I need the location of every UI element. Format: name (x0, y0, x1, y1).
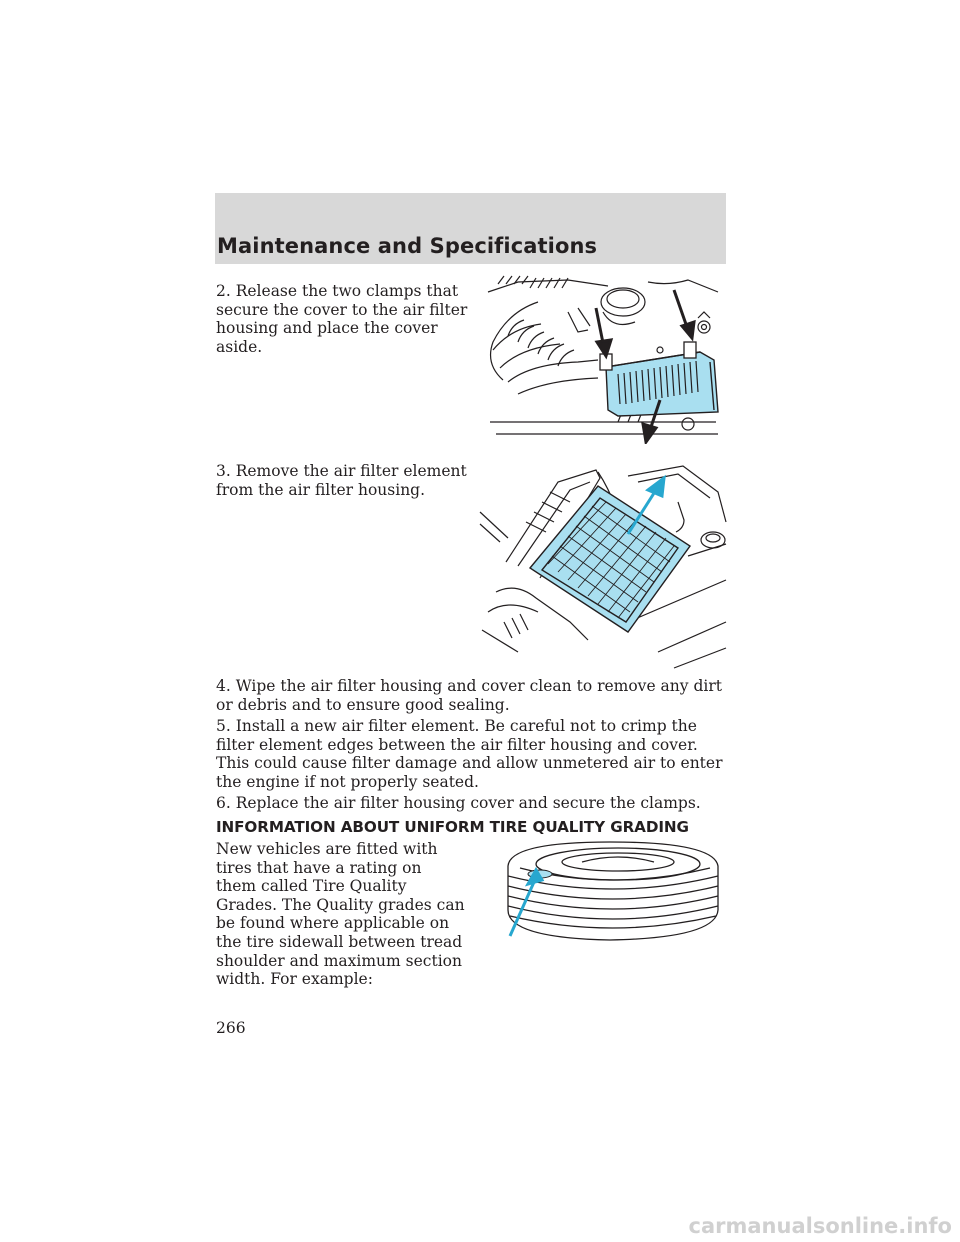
tire-sidewall-illustration (500, 836, 726, 946)
step-6-text: 6. Replace the air filter housing cover and secure the clamps. (216, 794, 701, 812)
air-filter-element-illustration (478, 462, 728, 670)
tire-grading-heading: INFORMATION ABOUT UNIFORM TIRE QUALITY GRADING (216, 818, 689, 836)
step-3-text: 3. Remove the air filter element from the air filter housing. (216, 462, 467, 499)
page-number: 266 (216, 1019, 246, 1037)
site-watermark: carmanualsonline.info (688, 1214, 952, 1238)
tire-grading-intro: New vehicles are fitted with tires that have a rating on them called Tire Quality Grades. The Quality grades can be found where applicable on the tire sidewall between tread shoulder and maximum section width. For example: (216, 840, 465, 989)
step-5-text: 5. Install a new air filter element. Be careful not to crimp the filter element edges between the air filter housing and cover. This could cause filter damage and allow unmetered air to enter the engine if not properly seated. (216, 717, 723, 791)
step-4-text: 4. Wipe the air filter housing and cover clean to remove any dirt or debris and to ensure good sealing. (216, 677, 722, 714)
step-2-text: 2. Release the two clamps that secure the cover to the air filter housing and place the cover aside. (216, 282, 468, 356)
section-title: Maintenance and Specifications (217, 234, 598, 258)
section-header-band (215, 193, 726, 264)
air-filter-cover-illustration (478, 272, 728, 444)
